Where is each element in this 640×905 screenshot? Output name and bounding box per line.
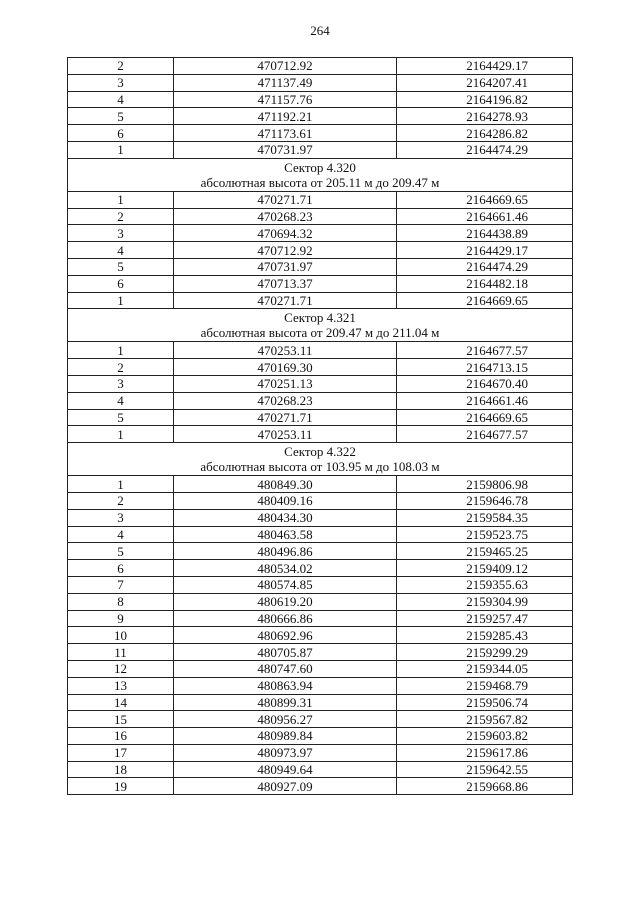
- point-number-cell: 18: [68, 761, 174, 778]
- y-coordinate-cell: 2164474.29: [397, 258, 573, 275]
- x-coordinate-cell: 470268.23: [174, 208, 397, 225]
- x-coordinate-cell: 480692.96: [174, 627, 397, 644]
- coordinates-table-body: [68, 58, 573, 795]
- table-row: [68, 543, 573, 560]
- table-row: [68, 778, 573, 795]
- point-number-cell: 15: [68, 711, 174, 728]
- x-coordinate-cell: 480849.30: [174, 476, 397, 493]
- point-number-cell: 3: [68, 509, 174, 526]
- x-coordinate-cell: 480574.85: [174, 576, 397, 593]
- sector-header-row: [68, 443, 573, 476]
- table-row: [68, 426, 573, 443]
- point-number-cell: 1: [68, 292, 174, 309]
- y-coordinate-cell: 2164713.15: [397, 359, 573, 376]
- point-number-cell: 3: [68, 74, 174, 91]
- y-coordinate-cell: 2159465.25: [397, 543, 573, 560]
- table-row: [68, 275, 573, 292]
- sector-header: [68, 443, 573, 476]
- x-coordinate-cell: 480899.31: [174, 694, 397, 711]
- y-coordinate-cell: 2164474.29: [397, 141, 573, 158]
- point-number-cell: 3: [68, 225, 174, 242]
- sector-height-range: абсолютная высота от 205.11 м до 209.47 м: [200, 174, 440, 190]
- sector-height-range: абсолютная высота от 103.95 м до 108.03 м: [200, 459, 440, 475]
- table-row: [68, 392, 573, 409]
- table-row: [68, 761, 573, 778]
- point-number-cell: 4: [68, 91, 174, 108]
- y-coordinate-cell: 2159468.79: [397, 677, 573, 694]
- point-number-cell: 2: [68, 58, 174, 75]
- table-row: [68, 225, 573, 242]
- x-coordinate-cell: 480747.60: [174, 660, 397, 677]
- sector-header-row: [68, 309, 573, 342]
- y-coordinate-cell: 2164429.17: [397, 58, 573, 75]
- y-coordinate-cell: 2159584.35: [397, 509, 573, 526]
- table-row: [68, 108, 573, 125]
- table-row: [68, 91, 573, 108]
- x-coordinate-cell: 480534.02: [174, 560, 397, 577]
- x-coordinate-cell: 471192.21: [174, 108, 397, 125]
- y-coordinate-cell: 2159567.82: [397, 711, 573, 728]
- point-number-cell: 1: [68, 191, 174, 208]
- point-number-cell: 4: [68, 526, 174, 543]
- x-coordinate-cell: 470271.71: [174, 409, 397, 426]
- table-row: [68, 292, 573, 309]
- table-row: [68, 644, 573, 661]
- y-coordinate-cell: 2164677.57: [397, 342, 573, 359]
- point-number-cell: 7: [68, 576, 174, 593]
- table-row: [68, 258, 573, 275]
- table-row: [68, 208, 573, 225]
- table-row: [68, 593, 573, 610]
- sector-title: Сектор 4.321: [284, 310, 356, 326]
- table-row: [68, 375, 573, 392]
- y-coordinate-cell: 2164661.46: [397, 208, 573, 225]
- table-row: [68, 509, 573, 526]
- y-coordinate-cell: 2164438.89: [397, 225, 573, 242]
- point-number-cell: 1: [68, 426, 174, 443]
- x-coordinate-cell: 470731.97: [174, 141, 397, 158]
- table-row: [68, 728, 573, 745]
- x-coordinate-cell: 480989.84: [174, 728, 397, 745]
- x-coordinate-cell: 480705.87: [174, 644, 397, 661]
- page-number: 264: [310, 23, 330, 38]
- table-row: [68, 74, 573, 91]
- x-coordinate-cell: 470731.97: [174, 258, 397, 275]
- table-row: [68, 342, 573, 359]
- x-coordinate-cell: 470712.92: [174, 242, 397, 259]
- x-coordinate-cell: 480863.94: [174, 677, 397, 694]
- y-coordinate-cell: 2164286.82: [397, 125, 573, 142]
- point-number-cell: 9: [68, 610, 174, 627]
- coordinates-table: [67, 57, 573, 795]
- y-coordinate-cell: 2164669.65: [397, 292, 573, 309]
- x-coordinate-cell: 480619.20: [174, 593, 397, 610]
- point-number-cell: 6: [68, 125, 174, 142]
- point-number-cell: 19: [68, 778, 174, 795]
- point-number-cell: 17: [68, 744, 174, 761]
- x-coordinate-cell: 480463.58: [174, 526, 397, 543]
- table-row: [68, 576, 573, 593]
- table-row: [68, 409, 573, 426]
- x-coordinate-cell: 470713.37: [174, 275, 397, 292]
- x-coordinate-cell: 480434.30: [174, 509, 397, 526]
- table-row: [68, 58, 573, 75]
- point-number-cell: 8: [68, 593, 174, 610]
- y-coordinate-cell: 2164482.18: [397, 275, 573, 292]
- y-coordinate-cell: 2164669.65: [397, 409, 573, 426]
- y-coordinate-cell: 2159646.78: [397, 492, 573, 509]
- point-number-cell: 12: [68, 660, 174, 677]
- point-number-cell: 4: [68, 392, 174, 409]
- y-coordinate-cell: 2159603.82: [397, 728, 573, 745]
- point-number-cell: 3: [68, 375, 174, 392]
- x-coordinate-cell: 470271.71: [174, 191, 397, 208]
- sector-title: Сектор 4.320: [284, 159, 356, 175]
- y-coordinate-cell: 2159617.86: [397, 744, 573, 761]
- x-coordinate-cell: 470251.13: [174, 375, 397, 392]
- point-number-cell: 10: [68, 627, 174, 644]
- table-row: [68, 242, 573, 259]
- x-coordinate-cell: 470169.30: [174, 359, 397, 376]
- y-coordinate-cell: 2159299.29: [397, 644, 573, 661]
- point-number-cell: 6: [68, 275, 174, 292]
- x-coordinate-cell: 480949.64: [174, 761, 397, 778]
- point-number-cell: 4: [68, 242, 174, 259]
- y-coordinate-cell: 2164670.40: [397, 375, 573, 392]
- y-coordinate-cell: 2159506.74: [397, 694, 573, 711]
- point-number-cell: 13: [68, 677, 174, 694]
- table-row: [68, 191, 573, 208]
- y-coordinate-cell: 2159409.12: [397, 560, 573, 577]
- x-coordinate-cell: 480409.16: [174, 492, 397, 509]
- point-number-cell: 2: [68, 359, 174, 376]
- table-row: [68, 476, 573, 493]
- point-number-cell: 1: [68, 141, 174, 158]
- y-coordinate-cell: 2164196.82: [397, 91, 573, 108]
- table-row: [68, 711, 573, 728]
- x-coordinate-cell: 471173.61: [174, 125, 397, 142]
- y-coordinate-cell: 2164669.65: [397, 191, 573, 208]
- x-coordinate-cell: 471137.49: [174, 74, 397, 91]
- point-number-cell: 6: [68, 560, 174, 577]
- y-coordinate-cell: 2159257.47: [397, 610, 573, 627]
- point-number-cell: 5: [68, 108, 174, 125]
- y-coordinate-cell: 2159668.86: [397, 778, 573, 795]
- table-row: [68, 526, 573, 543]
- point-number-cell: 14: [68, 694, 174, 711]
- table-row: [68, 694, 573, 711]
- x-coordinate-cell: 480956.27: [174, 711, 397, 728]
- table-row: [68, 677, 573, 694]
- x-coordinate-cell: 480927.09: [174, 778, 397, 795]
- table-row: [68, 125, 573, 142]
- x-coordinate-cell: 480666.86: [174, 610, 397, 627]
- table-row: [68, 610, 573, 627]
- table-row: [68, 660, 573, 677]
- table-row: [68, 744, 573, 761]
- y-coordinate-cell: 2159285.43: [397, 627, 573, 644]
- sector-header: [68, 158, 573, 191]
- sector-height-range: абсолютная высота от 209.47 м до 211.04 м: [200, 325, 440, 341]
- point-number-cell: 5: [68, 258, 174, 275]
- y-coordinate-cell: 2159344.05: [397, 660, 573, 677]
- point-number-cell: 5: [68, 543, 174, 560]
- point-number-cell: 5: [68, 409, 174, 426]
- x-coordinate-cell: 470253.11: [174, 342, 397, 359]
- y-coordinate-cell: 2159355.63: [397, 576, 573, 593]
- table-row: [68, 492, 573, 509]
- table-row: [68, 141, 573, 158]
- point-number-cell: 11: [68, 644, 174, 661]
- point-number-cell: 1: [68, 476, 174, 493]
- y-coordinate-cell: 2159806.98: [397, 476, 573, 493]
- point-number-cell: 1: [68, 342, 174, 359]
- x-coordinate-cell: 470712.92: [174, 58, 397, 75]
- sector-header-row: [68, 158, 573, 191]
- x-coordinate-cell: 470253.11: [174, 426, 397, 443]
- y-coordinate-cell: 2159304.99: [397, 593, 573, 610]
- y-coordinate-cell: 2164677.57: [397, 426, 573, 443]
- x-coordinate-cell: 470271.71: [174, 292, 397, 309]
- table-row: [68, 359, 573, 376]
- table-row: [68, 627, 573, 644]
- x-coordinate-cell: 470268.23: [174, 392, 397, 409]
- y-coordinate-cell: 2159642.55: [397, 761, 573, 778]
- y-coordinate-cell: 2159523.75: [397, 526, 573, 543]
- x-coordinate-cell: 480496.86: [174, 543, 397, 560]
- y-coordinate-cell: 2164207.41: [397, 74, 573, 91]
- point-number-cell: 16: [68, 728, 174, 745]
- sector-header: [68, 309, 573, 342]
- sector-title: Сектор 4.322: [284, 444, 356, 460]
- y-coordinate-cell: 2164429.17: [397, 242, 573, 259]
- y-coordinate-cell: 2164278.93: [397, 108, 573, 125]
- y-coordinate-cell: 2164661.46: [397, 392, 573, 409]
- x-coordinate-cell: 480973.97: [174, 744, 397, 761]
- x-coordinate-cell: 471157.76: [174, 91, 397, 108]
- point-number-cell: 2: [68, 208, 174, 225]
- point-number-cell: 2: [68, 492, 174, 509]
- x-coordinate-cell: 470694.32: [174, 225, 397, 242]
- table-row: [68, 560, 573, 577]
